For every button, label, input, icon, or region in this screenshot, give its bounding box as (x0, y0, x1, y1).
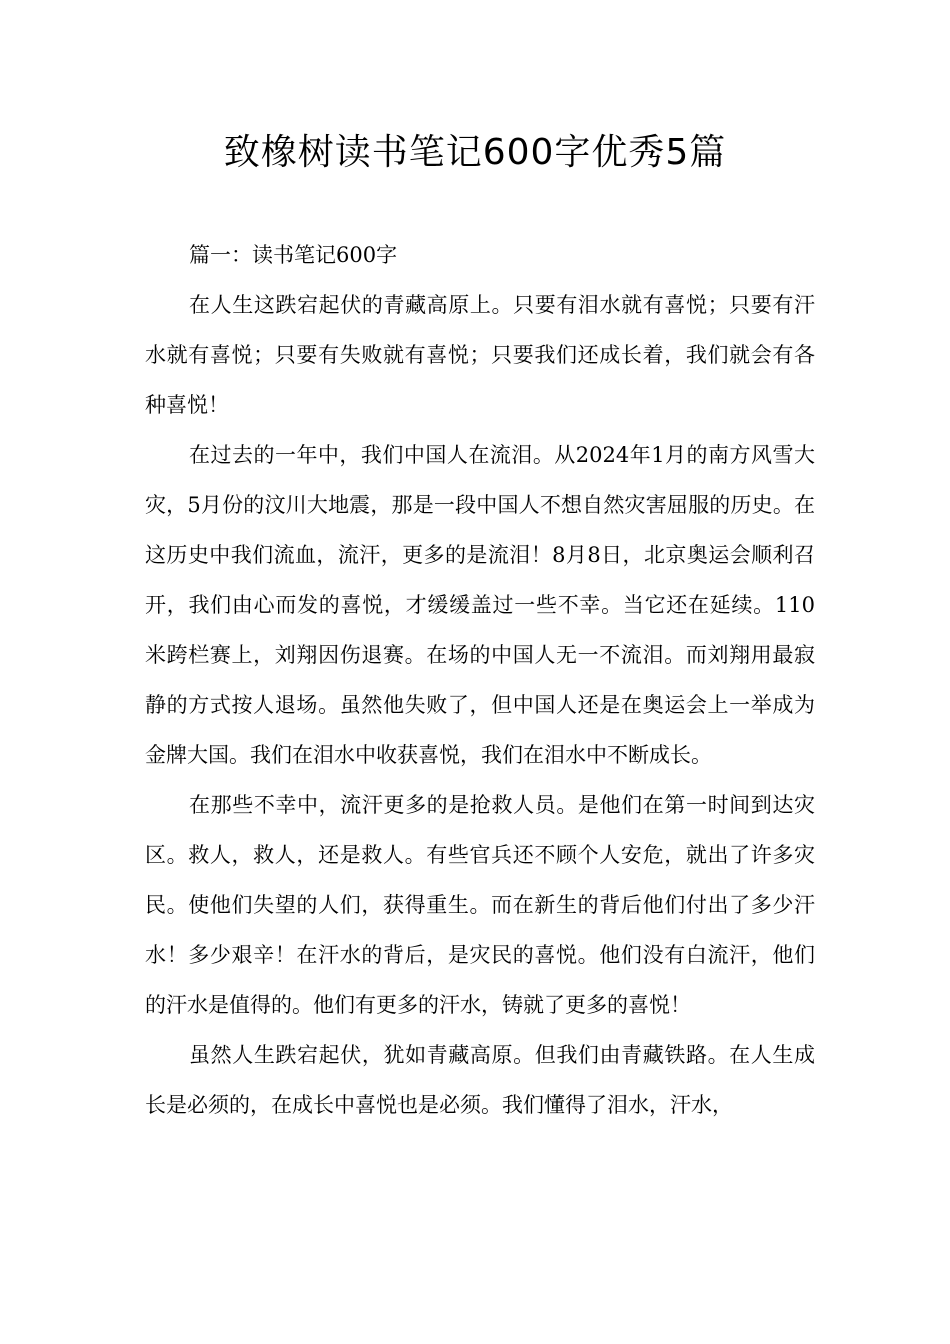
section-heading: 篇一：读书笔记600字 (189, 243, 398, 267)
paragraph-2: 在过去的一年中，我们中国人在流泪。从2024年1月的南方风雪大灾，5月份的汶川大地震，那是一段中国人不想自然灾害屈服的历史。在这历史中我们流血，流汗，更多的是流泪！8月8日，北京奥运会顺利召开，我们由心而发的喜悦，才缓缓盖过一些不幸。当它还在延续。110米跨栏赛上，刘翔因伤退赛。在场的中国人无一不流泪。而刘翔用最寂静的方式按人退场。虽然他失败了，但中国人还是在奥运会上一举成为金牌大国。我们在泪水中收获喜悦，我们在泪水中不断成长。 (145, 443, 815, 767)
paragraph-1: 在人生这跌宕起伏的青藏高原上。只要有泪水就有喜悦；只要有汗水就有喜悦；只要有失败就有喜悦；只要我们还成长着，我们就会有各种喜悦！ (145, 293, 815, 417)
paragraph-3: 在那些不幸中，流汗更多的是抢救人员。是他们在第一时间到达灾区。救人，救人，还是救人。有些官兵还不顾个人安危，就出了许多灾民。使他们失望的人们，获得重生。而在新生的背后他们付出了多少汗水！多少艰辛！在汗水的背后，是灾民的喜悦。他们没有白流汗，他们的汗水是值得的。他们有更多的汗水，铸就了更多的喜悦！ (145, 793, 815, 1017)
document-title: 致橡树读书笔记600字优秀5篇 (223, 132, 727, 173)
paragraph-4: 虽然人生跌宕起伏，犹如青藏高原。但我们由青藏铁路。在人生成长是必须的，在成长中喜悦也是必须。我们懂得了泪水，汗水， (145, 1043, 815, 1117)
document-body (145, 230, 815, 1130)
